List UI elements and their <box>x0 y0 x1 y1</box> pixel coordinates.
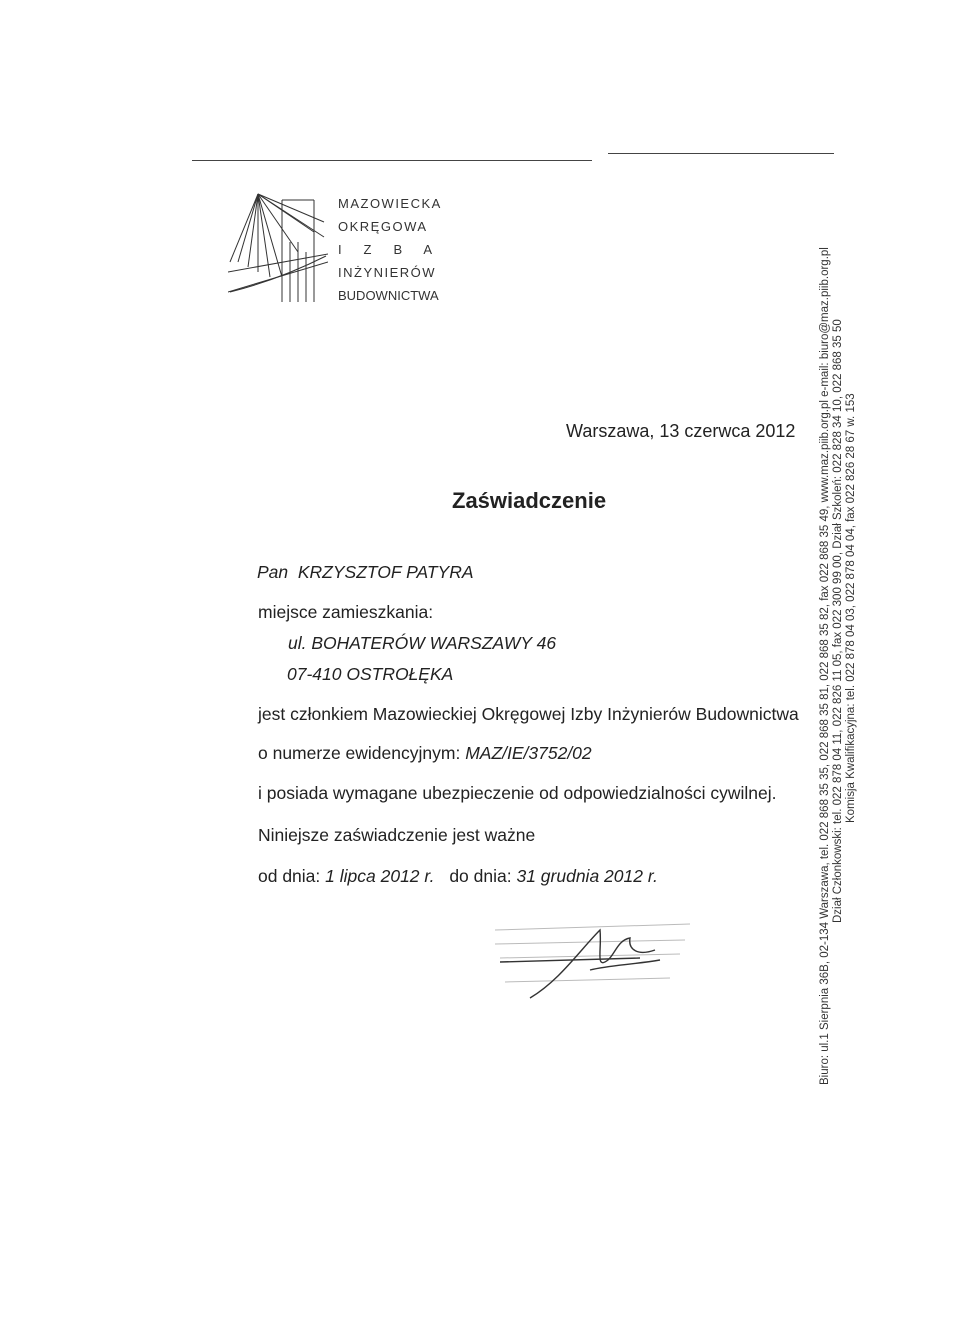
top-rule-left <box>192 160 592 161</box>
residence-label: miejsce zamieszkania: <box>258 602 434 622</box>
stamp-signature <box>490 910 700 1000</box>
org-line: BUDOWNICTWA <box>338 288 439 303</box>
top-rule-right <box>608 153 834 154</box>
org-line: INŻYNIERÓW <box>338 265 437 280</box>
registry-number: MAZ/IE/3752/02 <box>465 743 592 763</box>
address-city: 07-410 OSTROŁĘKA <box>287 664 454 684</box>
address-street: ul. BOHATERÓW WARSZAWY 46 <box>288 633 557 653</box>
person-name: Pan KRZYSZTOF PATYRA <box>257 562 474 582</box>
membership-text: jest członkiem Mazowieckiej Okręgowej Izby Inżynierów Budownictwa <box>258 704 799 724</box>
from-label: od dnia: <box>258 866 321 886</box>
to-label: do dnia: <box>449 866 512 886</box>
letter-title: Zaświadczenie <box>452 488 607 513</box>
org-line: MAZOWIECKA <box>338 196 442 211</box>
signature-icon <box>490 910 700 1000</box>
validity-text: Niniejsze zaświadczenie jest ważne <box>258 825 536 845</box>
footer-line: Komisja Kwalifikacyjna: tel. 022 878 04 03, 022 878 04 04, fax 022 826 28 67 w. 153 <box>845 393 857 823</box>
letter-date: Warszawa, 13 czerwca 2012 <box>566 421 796 441</box>
footer-line: Dział Członkowski: tel. 022 878 04 11, 022 826 11 05, fax 022 300 99 00, Dział Szkoleń: 022 828 34 10, 022 868 35 50 <box>832 319 844 923</box>
registry-label: o numerze ewidencyjnym: <box>258 743 461 763</box>
registry-line <box>258 743 592 764</box>
vertical-footer <box>819 247 858 1085</box>
org-line: OKRĘGOWA <box>338 219 428 234</box>
org-line: I Z B A <box>338 242 434 257</box>
bridge-logo-icon <box>228 192 328 302</box>
validity-dates <box>258 866 658 887</box>
from-date: 1 lipca 2012 r. <box>325 866 435 886</box>
to-date: 31 grudnia 2012 r. <box>516 866 658 886</box>
insurance-text: i posiada wymagane ubezpieczenie od odpowiedzialności cywilnej. <box>258 783 777 803</box>
organization-name <box>338 192 442 307</box>
footer-line: Biuro: ul.1 Sierpnia 36B, 02-134 Warszawa, tel. 022 868 35 35, 022 868 35 81, 022 868 35 82, fax 022 868 35 49, www.maz.piib.org.pl e-mail: biuro@maz.piib.org.pl <box>819 247 831 1085</box>
